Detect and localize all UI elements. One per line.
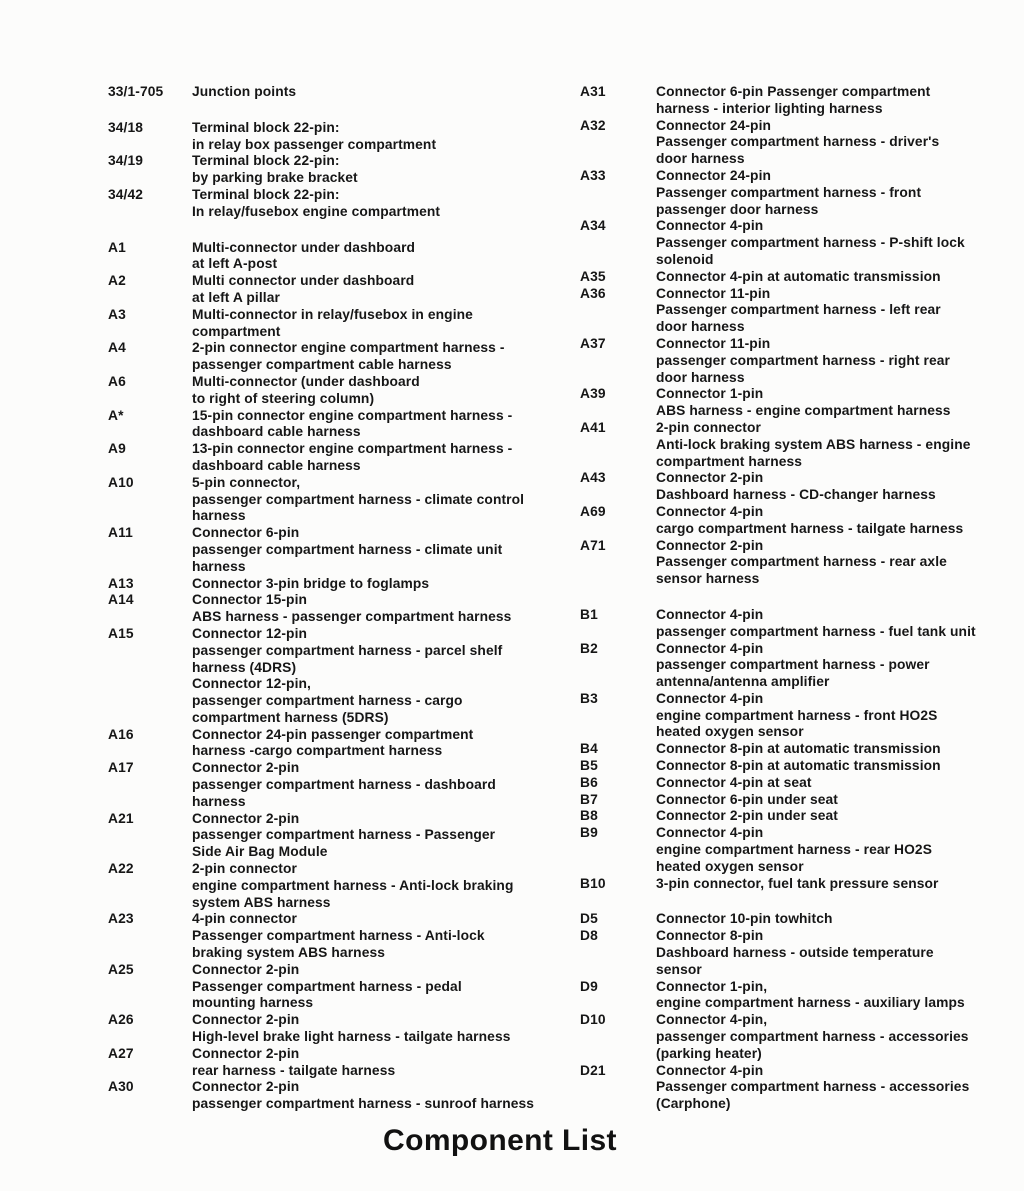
component-code: A71 bbox=[580, 537, 606, 553]
component-entry bbox=[580, 691, 1010, 741]
component-code: A30 bbox=[108, 1079, 134, 1095]
component-description-line: Connector 2-pin bbox=[192, 1079, 300, 1095]
component-description bbox=[192, 727, 578, 761]
component-description-line: Connector 8-pin at automatic transmission bbox=[656, 758, 941, 774]
component-description-line: dashboard cable harness bbox=[192, 457, 361, 473]
component-description-line: Connector 1-pin bbox=[656, 386, 764, 402]
component-description bbox=[192, 811, 578, 861]
component-code: B1 bbox=[580, 606, 598, 622]
component-entry bbox=[108, 441, 578, 475]
component-description bbox=[656, 758, 1010, 775]
component-code: 34/42 bbox=[108, 186, 144, 202]
component-code: B3 bbox=[580, 690, 598, 706]
component-description-line: system ABS harness bbox=[192, 894, 331, 910]
component-description bbox=[192, 120, 578, 154]
component-entry bbox=[108, 525, 578, 575]
component-code: A15 bbox=[108, 625, 134, 641]
component-entry bbox=[108, 475, 578, 525]
component-description-line: Connector 4-pin bbox=[656, 503, 764, 519]
component-description bbox=[192, 525, 578, 575]
component-entry bbox=[108, 340, 578, 374]
component-description-line: Multi connector under dashboard bbox=[192, 273, 415, 289]
component-description bbox=[192, 1012, 578, 1046]
component-description-line: Multi-connector (under dashboard bbox=[192, 373, 420, 389]
component-description-line: passenger compartment harness - dashboard bbox=[192, 777, 496, 793]
component-code: A9 bbox=[108, 441, 126, 457]
component-description-line: engine compartment harness - Anti-lock braking bbox=[192, 877, 514, 893]
component-entry bbox=[108, 153, 578, 187]
component-description-line: Connector 2-pin bbox=[192, 810, 300, 826]
component-description-line: to right of steering column) bbox=[192, 390, 375, 406]
component-description bbox=[656, 1012, 1010, 1062]
component-code: A37 bbox=[580, 335, 606, 351]
component-entry bbox=[108, 408, 578, 442]
component-description bbox=[192, 374, 578, 408]
component-entry bbox=[580, 386, 1010, 420]
component-description-line: mounting harness bbox=[192, 995, 314, 1011]
component-description-line: Connector 2-pin bbox=[192, 961, 300, 977]
component-code: B7 bbox=[580, 791, 598, 807]
component-description bbox=[656, 504, 1010, 538]
component-code: A43 bbox=[580, 470, 606, 486]
component-code: A35 bbox=[580, 268, 606, 284]
component-description bbox=[192, 441, 578, 475]
component-description-line: Junction points bbox=[192, 84, 297, 99]
component-description-line: sensor harness bbox=[656, 571, 760, 587]
component-code: A69 bbox=[580, 503, 606, 519]
component-description-line: dashboard cable harness bbox=[192, 424, 361, 440]
component-entry bbox=[108, 1046, 578, 1080]
component-description-line: Connector 2-pin bbox=[656, 470, 764, 486]
component-description-line: In relay/fusebox engine compartment bbox=[192, 203, 441, 219]
component-description-line: passenger compartment harness - climate unit bbox=[192, 541, 503, 557]
component-description bbox=[656, 911, 1010, 928]
component-section bbox=[108, 120, 578, 221]
component-description-line: door harness bbox=[656, 151, 745, 167]
component-code: A26 bbox=[108, 1012, 134, 1028]
component-description bbox=[192, 1046, 578, 1080]
component-code: B5 bbox=[580, 758, 598, 774]
component-description bbox=[656, 741, 1010, 758]
component-entry bbox=[108, 187, 578, 221]
component-description bbox=[192, 187, 578, 221]
component-code: A32 bbox=[580, 117, 606, 133]
component-code: A25 bbox=[108, 961, 134, 977]
component-section bbox=[108, 240, 578, 1113]
component-entry bbox=[580, 470, 1010, 504]
component-description bbox=[656, 1063, 1010, 1113]
component-description-line: passenger compartment harness - power bbox=[656, 657, 930, 673]
component-description-line: passenger compartment harness - right rear bbox=[656, 352, 951, 368]
component-code: A3 bbox=[108, 306, 126, 322]
component-entry bbox=[580, 641, 1010, 691]
component-description-line: heated oxygen sensor bbox=[656, 724, 804, 740]
component-description-line: 4-pin connector bbox=[192, 911, 297, 927]
component-description-line: Connector 1-pin, bbox=[656, 978, 768, 994]
component-description-line: Connector 3-pin bridge to foglamps bbox=[192, 575, 430, 591]
component-description bbox=[192, 760, 578, 810]
component-description-line: 13-pin connector engine compartment harness - bbox=[192, 441, 513, 457]
component-description-line: Side Air Bag Module bbox=[192, 844, 328, 860]
component-description-line: Passenger compartment harness - Anti-lock bbox=[192, 928, 485, 944]
component-entry bbox=[108, 1079, 578, 1113]
component-description bbox=[192, 962, 578, 1012]
component-code: A31 bbox=[580, 84, 606, 99]
component-description-line: Connector 12-pin, bbox=[192, 676, 311, 692]
component-code: D8 bbox=[580, 928, 598, 944]
component-description bbox=[656, 979, 1010, 1013]
component-code: D21 bbox=[580, 1062, 606, 1078]
component-code: A36 bbox=[580, 285, 606, 301]
component-description-line: Terminal block 22-pin: bbox=[192, 153, 340, 169]
component-description-line: Connector 4-pin at automatic transmission bbox=[656, 268, 941, 284]
component-description-line: by parking brake bracket bbox=[192, 170, 358, 186]
component-entry bbox=[108, 273, 578, 307]
component-description-line: passenger compartment harness - Passenger bbox=[192, 827, 496, 843]
component-description-line: Connector 10-pin towhitch bbox=[656, 911, 833, 927]
component-entry bbox=[580, 168, 1010, 218]
component-description-line: Connector 11-pin bbox=[656, 285, 771, 301]
component-entry bbox=[108, 374, 578, 408]
component-description-line: Passenger compartment harness - P-shift lock bbox=[656, 235, 965, 251]
component-description bbox=[192, 273, 578, 307]
component-description-line: 5-pin connector, bbox=[192, 474, 301, 490]
page-title: Component List bbox=[383, 1124, 617, 1157]
component-section bbox=[580, 607, 1010, 893]
component-description-line: Connector 2-pin bbox=[192, 1012, 300, 1028]
component-entry bbox=[580, 607, 1010, 641]
component-code: B6 bbox=[580, 774, 598, 790]
component-description-line: Passenger compartment harness - driver's bbox=[656, 134, 940, 150]
component-description-line: Connector 12-pin bbox=[192, 625, 308, 641]
component-description bbox=[192, 153, 578, 187]
component-code: A34 bbox=[580, 218, 606, 234]
component-description-line: compartment bbox=[192, 323, 281, 339]
component-description-line: harness -cargo compartment harness bbox=[192, 743, 443, 759]
component-code: B8 bbox=[580, 808, 598, 824]
component-description-line: Multi-connector in relay/fusebox in engine bbox=[192, 306, 473, 322]
component-section bbox=[108, 84, 578, 101]
component-entry bbox=[108, 727, 578, 761]
component-entry bbox=[580, 84, 1010, 118]
component-entry bbox=[108, 626, 578, 676]
component-description bbox=[656, 386, 1010, 420]
component-description bbox=[192, 592, 578, 626]
component-list-right-column bbox=[580, 84, 1010, 1113]
component-code: B4 bbox=[580, 741, 598, 757]
component-description-line: Connector 24-pin bbox=[656, 117, 772, 133]
component-description-line: Connector 4-pin bbox=[656, 690, 764, 706]
component-description bbox=[656, 825, 1010, 875]
component-entry bbox=[580, 911, 1010, 928]
component-code: A1 bbox=[108, 239, 126, 255]
component-description bbox=[656, 218, 1010, 268]
component-entry bbox=[108, 592, 578, 626]
component-description-line: harness bbox=[192, 508, 246, 524]
component-entry bbox=[580, 336, 1010, 386]
component-description bbox=[656, 792, 1010, 809]
component-code: A23 bbox=[108, 911, 134, 927]
component-code: 34/18 bbox=[108, 119, 144, 135]
component-description-line: 3-pin connector, fuel tank pressure sensor bbox=[656, 875, 939, 891]
component-entry bbox=[580, 741, 1010, 758]
component-description bbox=[656, 336, 1010, 386]
component-description bbox=[192, 861, 578, 911]
component-entry bbox=[108, 576, 578, 593]
component-description bbox=[656, 538, 1010, 588]
component-description-line: engine compartment harness - front HO2S bbox=[656, 707, 938, 723]
component-description bbox=[192, 84, 578, 101]
component-description bbox=[192, 475, 578, 525]
component-code: B10 bbox=[580, 875, 606, 891]
component-description-line: passenger compartment harness - sunroof harness bbox=[192, 1096, 535, 1112]
component-description bbox=[656, 286, 1010, 336]
component-description bbox=[656, 808, 1010, 825]
component-description-line: Dashboard harness - outside temperature bbox=[656, 945, 934, 961]
component-description-line: Connector 4-pin bbox=[656, 606, 764, 622]
component-entry bbox=[580, 286, 1010, 336]
component-entry bbox=[580, 775, 1010, 792]
component-list-left-column bbox=[108, 84, 578, 1113]
component-description-line: Passenger compartment harness - left rear bbox=[656, 302, 941, 318]
component-section bbox=[580, 911, 1010, 1113]
component-description-line: compartment harness bbox=[656, 453, 803, 469]
component-entry bbox=[108, 760, 578, 810]
component-code: 33/1-705 bbox=[108, 84, 164, 99]
component-description bbox=[656, 928, 1010, 978]
component-description bbox=[192, 307, 578, 341]
component-description-line: Connector 8-pin at automatic transmission bbox=[656, 741, 941, 757]
component-entry bbox=[108, 962, 578, 1012]
component-description bbox=[192, 676, 578, 726]
component-code: A41 bbox=[580, 419, 606, 435]
component-description-line: ABS harness - passenger compartment harness bbox=[192, 609, 512, 625]
component-description-line: Passenger compartment harness - pedal bbox=[192, 978, 462, 994]
component-code: A2 bbox=[108, 273, 126, 289]
component-description-line: Connector 11-pin bbox=[656, 335, 771, 351]
component-entry bbox=[580, 876, 1010, 893]
component-entry bbox=[108, 911, 578, 961]
component-entry bbox=[580, 928, 1010, 978]
component-entry bbox=[580, 808, 1010, 825]
component-description-line: passenger compartment harness - accessories bbox=[656, 1029, 969, 1045]
component-description-line: Connector 6-pin bbox=[192, 525, 300, 541]
component-description bbox=[192, 626, 578, 676]
component-section bbox=[580, 84, 1010, 588]
component-code: A21 bbox=[108, 810, 134, 826]
component-description-line: braking system ABS harness bbox=[192, 945, 386, 961]
component-description-line: at left A pillar bbox=[192, 289, 280, 305]
component-code: D5 bbox=[580, 911, 598, 927]
component-entry bbox=[580, 118, 1010, 168]
component-code: A22 bbox=[108, 861, 134, 877]
component-description-line: in relay box passenger compartment bbox=[192, 136, 437, 152]
component-entry bbox=[580, 538, 1010, 588]
component-description bbox=[656, 168, 1010, 218]
component-description-line: compartment harness (5DRS) bbox=[192, 709, 389, 725]
component-entry bbox=[108, 1012, 578, 1046]
component-code: 34/19 bbox=[108, 153, 144, 169]
component-entry bbox=[580, 758, 1010, 775]
component-description bbox=[192, 240, 578, 274]
component-description-line: passenger compartment harness - parcel shelf bbox=[192, 642, 503, 658]
component-description bbox=[656, 691, 1010, 741]
component-description-line: 2-pin connector bbox=[656, 419, 761, 435]
component-description-line: at left A-post bbox=[192, 256, 278, 272]
component-code: A16 bbox=[108, 726, 134, 742]
component-description bbox=[656, 876, 1010, 893]
component-description-line: Connector 4-pin bbox=[656, 1062, 764, 1078]
component-code: A13 bbox=[108, 575, 134, 591]
component-code: A* bbox=[108, 407, 124, 423]
component-code: A6 bbox=[108, 373, 126, 389]
component-description-line: engine compartment harness - rear HO2S bbox=[656, 842, 932, 858]
component-description-line: door harness bbox=[656, 369, 745, 385]
component-description-line: Passenger compartment harness - front bbox=[656, 184, 922, 200]
component-description bbox=[656, 84, 1010, 118]
component-description-line: Multi-connector under dashboard bbox=[192, 239, 416, 255]
component-description bbox=[656, 420, 1010, 470]
component-description bbox=[192, 340, 578, 374]
component-description-line: solenoid bbox=[656, 251, 714, 267]
component-description bbox=[192, 911, 578, 961]
component-description-line: passenger compartment harness - climate control bbox=[192, 491, 525, 507]
component-entry bbox=[580, 218, 1010, 268]
component-description-line: Connector 4-pin bbox=[656, 640, 764, 656]
component-description-line: heated oxygen sensor bbox=[656, 858, 804, 874]
component-description-line: Connector 6-pin Passenger compartment bbox=[656, 84, 931, 99]
component-entry bbox=[108, 84, 578, 101]
component-description-line: passenger compartment harness - cargo bbox=[192, 693, 463, 709]
component-description-line: antenna/antenna amplifier bbox=[656, 674, 830, 690]
component-code: A4 bbox=[108, 340, 126, 356]
component-description-line: Connector 24-pin passenger compartment bbox=[192, 726, 474, 742]
component-code: A11 bbox=[108, 525, 133, 541]
component-entry bbox=[580, 1012, 1010, 1062]
component-description-line: 2-pin connector bbox=[192, 861, 297, 877]
component-description-line: Passenger compartment harness - accessories bbox=[656, 1079, 970, 1095]
component-description-line: harness bbox=[192, 558, 246, 574]
component-description-line: Connector 15-pin bbox=[192, 592, 308, 608]
component-description-line: Connector 4-pin bbox=[656, 825, 764, 841]
component-entry bbox=[580, 420, 1010, 470]
component-description-line: passenger compartment harness - fuel tank unit bbox=[656, 623, 976, 639]
component-description-line: (parking heater) bbox=[656, 1045, 762, 1061]
component-description-line: sensor bbox=[656, 961, 702, 977]
component-code: D10 bbox=[580, 1012, 606, 1028]
component-description-line: Connector 4-pin, bbox=[656, 1012, 768, 1028]
component-description bbox=[656, 607, 1010, 641]
component-description-line: Connector 4-pin bbox=[656, 218, 764, 234]
component-entry bbox=[580, 269, 1010, 286]
component-description-line: Connector 2-pin bbox=[656, 537, 764, 553]
component-description-line: Connector 2-pin bbox=[192, 760, 300, 776]
component-description-line: Connector 24-pin bbox=[656, 167, 772, 183]
component-code: A33 bbox=[580, 167, 606, 183]
component-description-line: ABS harness - engine compartment harness bbox=[656, 403, 951, 419]
component-description-line: Passenger compartment harness - rear axle bbox=[656, 554, 947, 570]
component-description bbox=[656, 641, 1010, 691]
component-description-line: cargo compartment harness - tailgate harness bbox=[656, 520, 964, 536]
component-code: A39 bbox=[580, 386, 606, 402]
component-code: A10 bbox=[108, 474, 134, 490]
component-code: B2 bbox=[580, 640, 598, 656]
component-entry bbox=[580, 825, 1010, 875]
component-entry bbox=[108, 307, 578, 341]
component-code: A14 bbox=[108, 592, 134, 608]
component-description bbox=[656, 470, 1010, 504]
component-description-line: Connector 8-pin bbox=[656, 928, 764, 944]
component-description-line: Connector 2-pin under seat bbox=[656, 808, 838, 824]
component-description-line: Connector 6-pin under seat bbox=[656, 791, 838, 807]
component-description-line: harness - interior lighting harness bbox=[656, 100, 883, 116]
component-code: B9 bbox=[580, 825, 598, 841]
component-description-line: Connector 2-pin bbox=[192, 1045, 300, 1061]
component-description-line: Terminal block 22-pin: bbox=[192, 186, 340, 202]
component-entry bbox=[580, 1063, 1010, 1113]
component-description-line: engine compartment harness - auxiliary lamps bbox=[656, 995, 965, 1011]
component-entry bbox=[580, 792, 1010, 809]
component-description-line: (Carphone) bbox=[656, 1096, 731, 1112]
component-code: A27 bbox=[108, 1045, 134, 1061]
component-description bbox=[656, 269, 1010, 286]
component-description bbox=[656, 118, 1010, 168]
component-description-line: Anti-lock braking system ABS harness - engine bbox=[656, 436, 971, 452]
component-description-line: harness (4DRS) bbox=[192, 659, 297, 675]
component-entry bbox=[108, 861, 578, 911]
component-description-line: High-level brake light harness - tailgate harness bbox=[192, 1029, 511, 1045]
component-description-line: door harness bbox=[656, 319, 745, 335]
component-description-line: Connector 4-pin at seat bbox=[656, 774, 812, 790]
component-description bbox=[192, 576, 578, 593]
component-description-line: 2-pin connector engine compartment harness - bbox=[192, 340, 505, 356]
component-entry bbox=[108, 240, 578, 274]
component-description bbox=[192, 1079, 578, 1113]
component-description bbox=[656, 775, 1010, 792]
component-entry bbox=[108, 811, 578, 861]
component-description bbox=[192, 408, 578, 442]
component-code: A17 bbox=[108, 760, 134, 776]
component-description-line: Dashboard harness - CD-changer harness bbox=[656, 487, 936, 503]
component-entry bbox=[580, 979, 1010, 1013]
component-description-line: harness bbox=[192, 793, 246, 809]
component-entry bbox=[108, 676, 578, 726]
component-description-line: rear harness - tailgate harness bbox=[192, 1062, 396, 1078]
component-description-line: passenger compartment cable harness bbox=[192, 357, 452, 373]
component-description-line: passenger door harness bbox=[656, 201, 819, 217]
component-entry bbox=[108, 120, 578, 154]
component-description-line: 15-pin connector engine compartment harness - bbox=[192, 407, 513, 423]
component-description-line: Terminal block 22-pin: bbox=[192, 119, 340, 135]
component-code: D9 bbox=[580, 978, 598, 994]
component-entry bbox=[580, 504, 1010, 538]
